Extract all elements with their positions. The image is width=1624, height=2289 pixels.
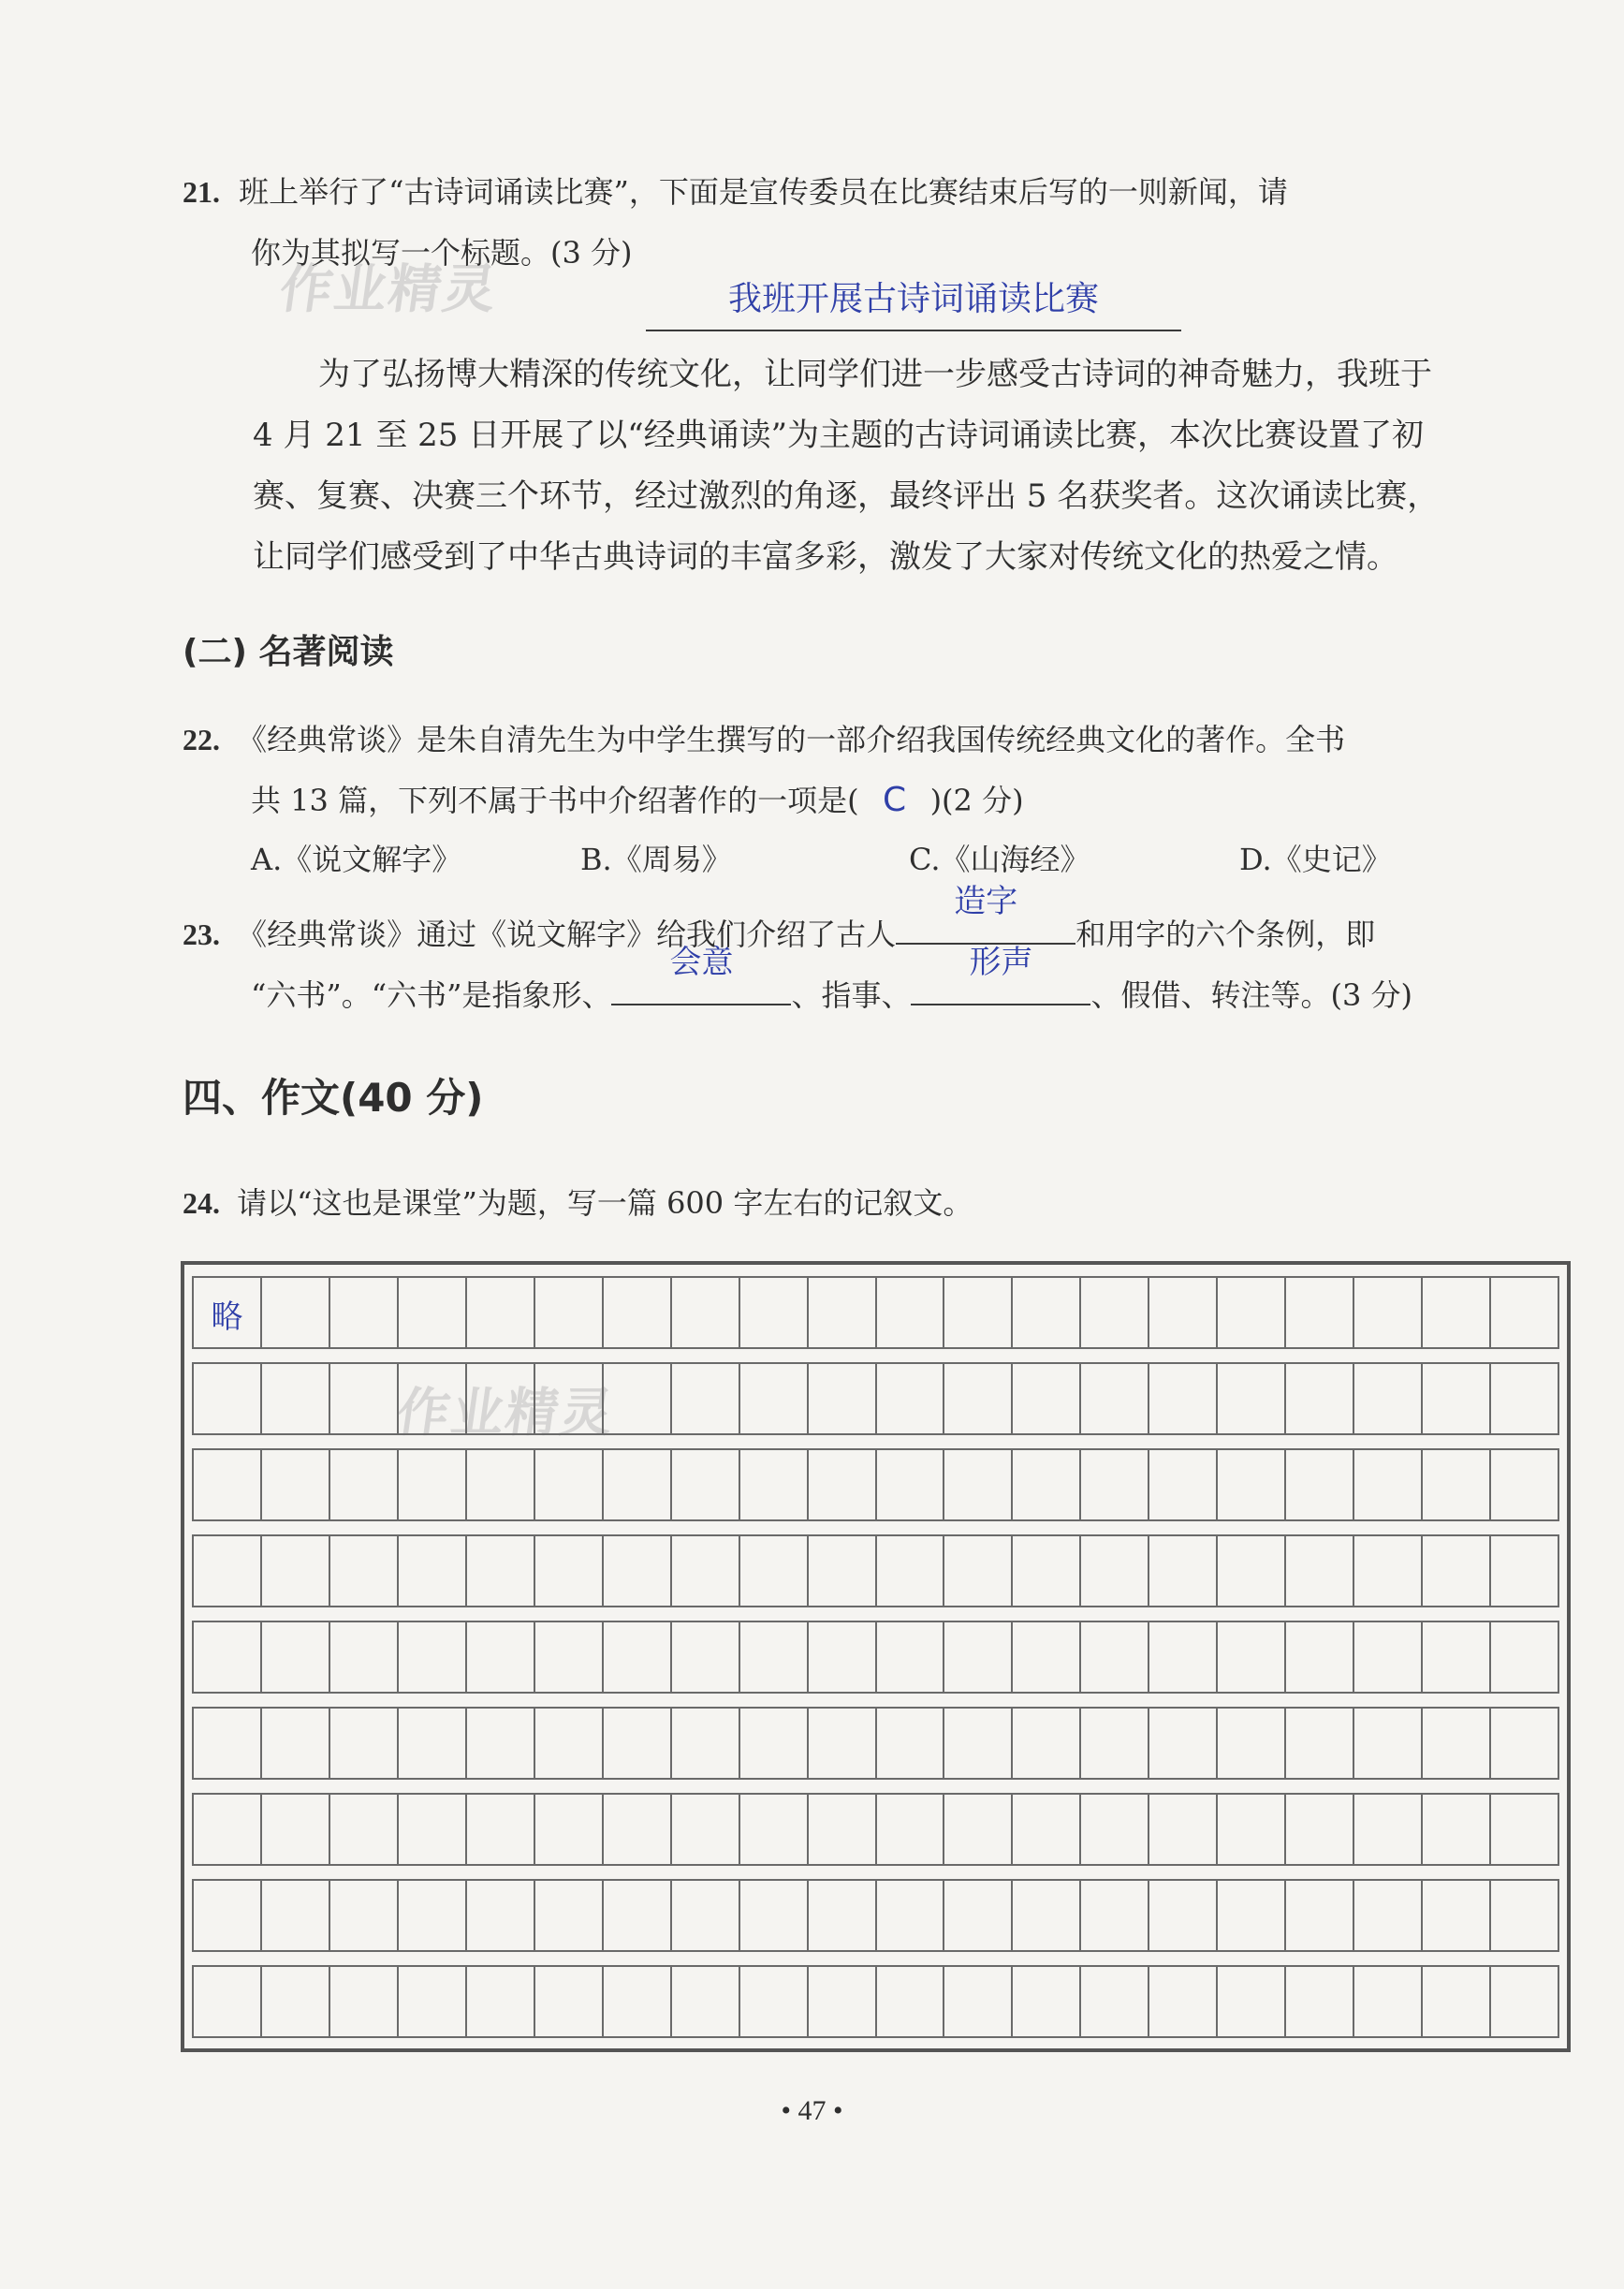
- q23-text-2b: 、指事、: [791, 977, 912, 1013]
- grid-cell: [465, 1709, 534, 1778]
- grid-cell: [1011, 1364, 1079, 1433]
- grid-cell: [534, 1967, 602, 2036]
- grid-cell: [534, 1450, 602, 1519]
- grid-cell: [739, 1536, 807, 1606]
- grid-cell: [534, 1278, 602, 1347]
- grid-cell: [1079, 1278, 1148, 1347]
- grid-cell: [1216, 1536, 1284, 1606]
- q21-line-1: [183, 173, 1288, 211]
- grid-cell: [397, 1450, 465, 1519]
- grid-cell: [1079, 1709, 1148, 1778]
- grid-cell: [1216, 1364, 1284, 1433]
- grid-cell: [1284, 1795, 1353, 1864]
- grid-cell: [465, 1450, 534, 1519]
- grid-cell: [602, 1622, 670, 1692]
- grid-cell: [943, 1881, 1011, 1950]
- grid-cell: [1421, 1450, 1489, 1519]
- grid-cell: [260, 1278, 329, 1347]
- q23-blank-3: [911, 944, 1090, 1005]
- grid-cell: [943, 1536, 1011, 1606]
- grid-cell: [1489, 1450, 1559, 1519]
- grid-cell: [943, 1278, 1011, 1347]
- grid-cell: [1489, 1364, 1559, 1433]
- grid-cell: [192, 1622, 260, 1692]
- grid-cell: [1216, 1881, 1284, 1950]
- q21-passage-line: 4 月 21 至 25 日开展了以“经典诵读”为主题的古诗词诵读比赛，本次比赛设置了初: [253, 417, 1424, 454]
- grid-cell: [329, 1278, 397, 1347]
- grid-row: [192, 1879, 1559, 1952]
- grid-cell: [1284, 1450, 1353, 1519]
- grid-cell: [602, 1364, 670, 1433]
- q22-line-2: [251, 782, 1024, 819]
- grid-row: [192, 1793, 1559, 1866]
- grid-cell: [397, 1364, 465, 1433]
- grid-cell: [465, 1536, 534, 1606]
- grid-cell: [1489, 1536, 1559, 1606]
- grid-cell: [192, 1278, 260, 1347]
- grid-cell: [739, 1967, 807, 2036]
- grid-cell: [739, 1795, 807, 1864]
- grid-cell: [397, 1622, 465, 1692]
- q21-line-2: [251, 234, 633, 271]
- grid-cell: [602, 1795, 670, 1864]
- grid-cell: [1011, 1795, 1079, 1864]
- grid-cell: [534, 1536, 602, 1606]
- grid-cell: [534, 1709, 602, 1778]
- q24-text: 请以“这也是课堂”为题，写一篇 600 字左右的记叙文。: [237, 1185, 973, 1221]
- grid-cell: [670, 1450, 739, 1519]
- q23-line-2: [251, 944, 1412, 1014]
- grid-cell: [260, 1881, 329, 1950]
- grid-cell: [1079, 1795, 1148, 1864]
- grid-cell: [875, 1536, 944, 1606]
- grid-cell: [1011, 1967, 1079, 2036]
- grid-cell: [1148, 1967, 1216, 2036]
- grid-cell: [807, 1536, 875, 1606]
- grid-cell: [1353, 1709, 1421, 1778]
- grid-row: [192, 1362, 1559, 1435]
- grid-cell: [875, 1278, 944, 1347]
- grid-cell: [465, 1881, 534, 1950]
- grid-cell: [329, 1881, 397, 1950]
- grid-cell: [397, 1967, 465, 2036]
- q23-text-2c: 、假借、转注等。(3 分): [1090, 977, 1412, 1013]
- q21-answer-title-line: [646, 279, 1181, 331]
- grid-cell: [192, 1881, 260, 1950]
- grid-cell: [807, 1622, 875, 1692]
- grid-row: [192, 1707, 1559, 1780]
- grid-cell: [1353, 1967, 1421, 2036]
- grid-cell: [943, 1450, 1011, 1519]
- grid-cell: [329, 1364, 397, 1433]
- grid-cell: [602, 1450, 670, 1519]
- grid-cell: [739, 1881, 807, 1950]
- grid-cell: [1353, 1364, 1421, 1433]
- grid-cell: [260, 1709, 329, 1778]
- grid-cell: [1011, 1881, 1079, 1950]
- grid-cell: [329, 1709, 397, 1778]
- grid-cell: [875, 1709, 944, 1778]
- grid-cell: [1489, 1278, 1559, 1347]
- grid-cell: [1011, 1536, 1079, 1606]
- section-2-heading: (二) 名著阅读: [183, 633, 394, 671]
- q21-text-2: 你为其拟写一个标题。(3 分): [251, 235, 633, 271]
- grid-cell: [1148, 1364, 1216, 1433]
- q22-line-1: [183, 721, 1345, 758]
- grid-cell: [1079, 1364, 1148, 1433]
- grid-cell: [1421, 1709, 1489, 1778]
- q23-blank-1: [896, 883, 1075, 945]
- grid-cell: [1079, 1881, 1148, 1950]
- grid-cell: [739, 1364, 807, 1433]
- grid-row: [192, 1276, 1559, 1349]
- grid-cell: [1421, 1967, 1489, 2036]
- grid-cell: [1421, 1536, 1489, 1606]
- q21-passage-line: 让同学们感受到了中华古典诗词的丰富多彩，激发了大家对传统文化的热爱之情。: [253, 538, 1398, 576]
- grid-cell: [670, 1709, 739, 1778]
- page-number: • 47 •: [781, 2095, 843, 2126]
- q22-option-a: A.《说文解字》: [251, 842, 462, 877]
- watermark: 作业精灵: [275, 259, 502, 320]
- grid-cell: [260, 1622, 329, 1692]
- grid-cell: [465, 1364, 534, 1433]
- grid-cell: [1421, 1622, 1489, 1692]
- grid-cell: [260, 1536, 329, 1606]
- q22-option-c: C.《山海经》: [909, 842, 1090, 877]
- grid-cell: [1216, 1967, 1284, 2036]
- grid-cell: [670, 1364, 739, 1433]
- grid-cell: [192, 1967, 260, 2036]
- grid-cell: [1079, 1450, 1148, 1519]
- grid-cell: [1284, 1967, 1353, 2036]
- grid-cell: [1011, 1622, 1079, 1692]
- grid-cell: [807, 1278, 875, 1347]
- grid-cell: [602, 1536, 670, 1606]
- grid-cell: [875, 1967, 944, 2036]
- grid-cell: [1148, 1450, 1216, 1519]
- grid-cell: [329, 1967, 397, 2036]
- grid-cell: [807, 1967, 875, 2036]
- q23-text-1b: 和用字的六个条例，即: [1075, 917, 1376, 952]
- grid-cell: [739, 1278, 807, 1347]
- q22-text-2b: )(2 分): [929, 783, 1024, 818]
- grid-cell: [1148, 1622, 1216, 1692]
- q23-text-1a: 《经典常谈》通过《说文解字》给我们介绍了古人: [237, 917, 897, 952]
- grid-cell: [329, 1450, 397, 1519]
- grid-cell: [1284, 1536, 1353, 1606]
- q22-number: 22.: [183, 723, 220, 756]
- grid-cell: [1421, 1881, 1489, 1950]
- grid-cell: [739, 1622, 807, 1692]
- grid-cell: [534, 1795, 602, 1864]
- grid-cell: [943, 1364, 1011, 1433]
- grid-cell: [1079, 1536, 1148, 1606]
- grid-cell: [260, 1364, 329, 1433]
- grid-cell: [1489, 1967, 1559, 2036]
- grid-cell: [465, 1795, 534, 1864]
- grid-cell: [602, 1881, 670, 1950]
- grid-cell: [670, 1967, 739, 2036]
- grid-cell: [1489, 1881, 1559, 1950]
- grid-cell: [397, 1278, 465, 1347]
- grid-cell: [670, 1278, 739, 1347]
- grid-cell: [192, 1709, 260, 1778]
- grid-cell: [1489, 1622, 1559, 1692]
- grid-cell: [1353, 1536, 1421, 1606]
- grid-cell: [1216, 1795, 1284, 1864]
- q23-text-2a: “六书”。“六书”是指象形、: [251, 977, 612, 1013]
- grid-cell: [260, 1795, 329, 1864]
- grid-cell: [192, 1795, 260, 1864]
- grid-cell: [807, 1795, 875, 1864]
- grid-cell: [1148, 1536, 1216, 1606]
- q23-answer-1: 造字: [954, 883, 1018, 920]
- grid-cell: [807, 1364, 875, 1433]
- q21-text-1: 班上举行了“古诗词诵读比赛”，下面是宣传委员在比赛结束后写的一则新闻，请: [239, 174, 1288, 210]
- grid-cell: [875, 1364, 944, 1433]
- grid-cell: [1216, 1278, 1284, 1347]
- q22-text-2a: 共 13 篇，下列不属于书中介绍著作的一项是(: [251, 783, 859, 818]
- grid-cell: [534, 1364, 602, 1433]
- grid-cell: [943, 1709, 1011, 1778]
- grid-cell: [875, 1450, 944, 1519]
- grid-row: [192, 1448, 1559, 1521]
- grid-cell: [1216, 1709, 1284, 1778]
- grid-cell: [875, 1881, 944, 1950]
- grid-cell: [397, 1536, 465, 1606]
- grid-cell: [1011, 1450, 1079, 1519]
- q22-text-1: 《经典常谈》是朱自清先生为中学生撰写的一部介绍我国传统经典文化的著作。全书: [237, 722, 1346, 757]
- grid-cell: [943, 1967, 1011, 2036]
- grid-cell: [670, 1536, 739, 1606]
- watermark: 作业精灵: [392, 1383, 619, 1444]
- section-4-heading: 四、作文(40 分): [183, 1075, 484, 1121]
- q24-line: [183, 1184, 973, 1222]
- grid-cell: [1353, 1795, 1421, 1864]
- q23-blank-2: [611, 944, 791, 1005]
- composition-grid: [181, 1261, 1571, 2052]
- grid-cell: [875, 1622, 944, 1692]
- q22-option-d: D.《史记》: [1239, 842, 1392, 877]
- grid-cell: [465, 1278, 534, 1347]
- grid-row: [192, 1534, 1559, 1607]
- grid-cell: [329, 1536, 397, 1606]
- grid-cell: [1148, 1278, 1216, 1347]
- grid-cell: [1148, 1795, 1216, 1864]
- grid-cell: [1421, 1278, 1489, 1347]
- grid-cell: [739, 1709, 807, 1778]
- grid-cell: [739, 1450, 807, 1519]
- grid-cell: [1284, 1709, 1353, 1778]
- grid-row: [192, 1965, 1559, 2038]
- grid-cell: [670, 1795, 739, 1864]
- q23-answer-3: 形声: [969, 944, 1033, 981]
- grid-cell: [260, 1450, 329, 1519]
- q23-answer-2: 会意: [669, 944, 734, 981]
- grid-cell: [1079, 1622, 1148, 1692]
- grid-cell: [943, 1795, 1011, 1864]
- grid-cell: [1148, 1709, 1216, 1778]
- grid-cell: [1353, 1622, 1421, 1692]
- grid-cell: [1011, 1709, 1079, 1778]
- grid-cell: [329, 1622, 397, 1692]
- grid-cell: [1489, 1709, 1559, 1778]
- grid-cell: [1079, 1967, 1148, 2036]
- grid-cell: [602, 1278, 670, 1347]
- q21-number: 21.: [183, 175, 220, 209]
- q21-passage-line: 为了弘扬博大精深的传统文化，让同学们进一步感受古诗词的神奇魅力，我班于: [318, 356, 1432, 393]
- grid-cell: [1148, 1881, 1216, 1950]
- grid-cell: [1353, 1278, 1421, 1347]
- grid-cell: [807, 1881, 875, 1950]
- grid-cell: [1284, 1278, 1353, 1347]
- grid-cell: [1284, 1364, 1353, 1433]
- grid-cell: [602, 1709, 670, 1778]
- grid-cell: [1353, 1450, 1421, 1519]
- grid-cell: [329, 1795, 397, 1864]
- grid-cell: [670, 1881, 739, 1950]
- q22-option-b: B.《周易》: [580, 842, 732, 877]
- grid-cell: [807, 1450, 875, 1519]
- grid-cell: [1489, 1795, 1559, 1864]
- grid-cell: [397, 1795, 465, 1864]
- q21-passage-line: 赛、复赛、决赛三个环节，经过激烈的角逐，最终评出 5 名获奖者。这次诵读比赛，: [253, 477, 1440, 515]
- grid-cell: [260, 1967, 329, 2036]
- grid-cell: [397, 1881, 465, 1950]
- grid-row: [192, 1621, 1559, 1694]
- grid-cell: [1353, 1881, 1421, 1950]
- grid-cell: [192, 1536, 260, 1606]
- grid-cell: [1011, 1278, 1079, 1347]
- grid-cell: [192, 1450, 260, 1519]
- grid-cell: [1284, 1622, 1353, 1692]
- grid-cell: [1216, 1622, 1284, 1692]
- q24-number: 24.: [183, 1186, 220, 1220]
- grid-cell: [875, 1795, 944, 1864]
- grid-cell: [465, 1622, 534, 1692]
- grid-cell: [1421, 1364, 1489, 1433]
- grid-cell: [465, 1967, 534, 2036]
- q21-answer-title: 我班开展古诗词诵读比赛: [727, 280, 1099, 318]
- grid-cell: [192, 1364, 260, 1433]
- grid-cell: [534, 1622, 602, 1692]
- grid-cell: [943, 1622, 1011, 1692]
- grid-cell: [807, 1709, 875, 1778]
- grid-cell: [534, 1881, 602, 1950]
- grid-cell: [1421, 1795, 1489, 1864]
- grid-cell: [1216, 1450, 1284, 1519]
- grid-cell: [397, 1709, 465, 1778]
- q22-answer: C: [882, 781, 907, 819]
- q24-answer: 略: [211, 1299, 243, 1336]
- grid-cell: [670, 1622, 739, 1692]
- grid-cell: [602, 1967, 670, 2036]
- grid-cell: [1284, 1881, 1353, 1950]
- q23-number: 23.: [183, 917, 220, 951]
